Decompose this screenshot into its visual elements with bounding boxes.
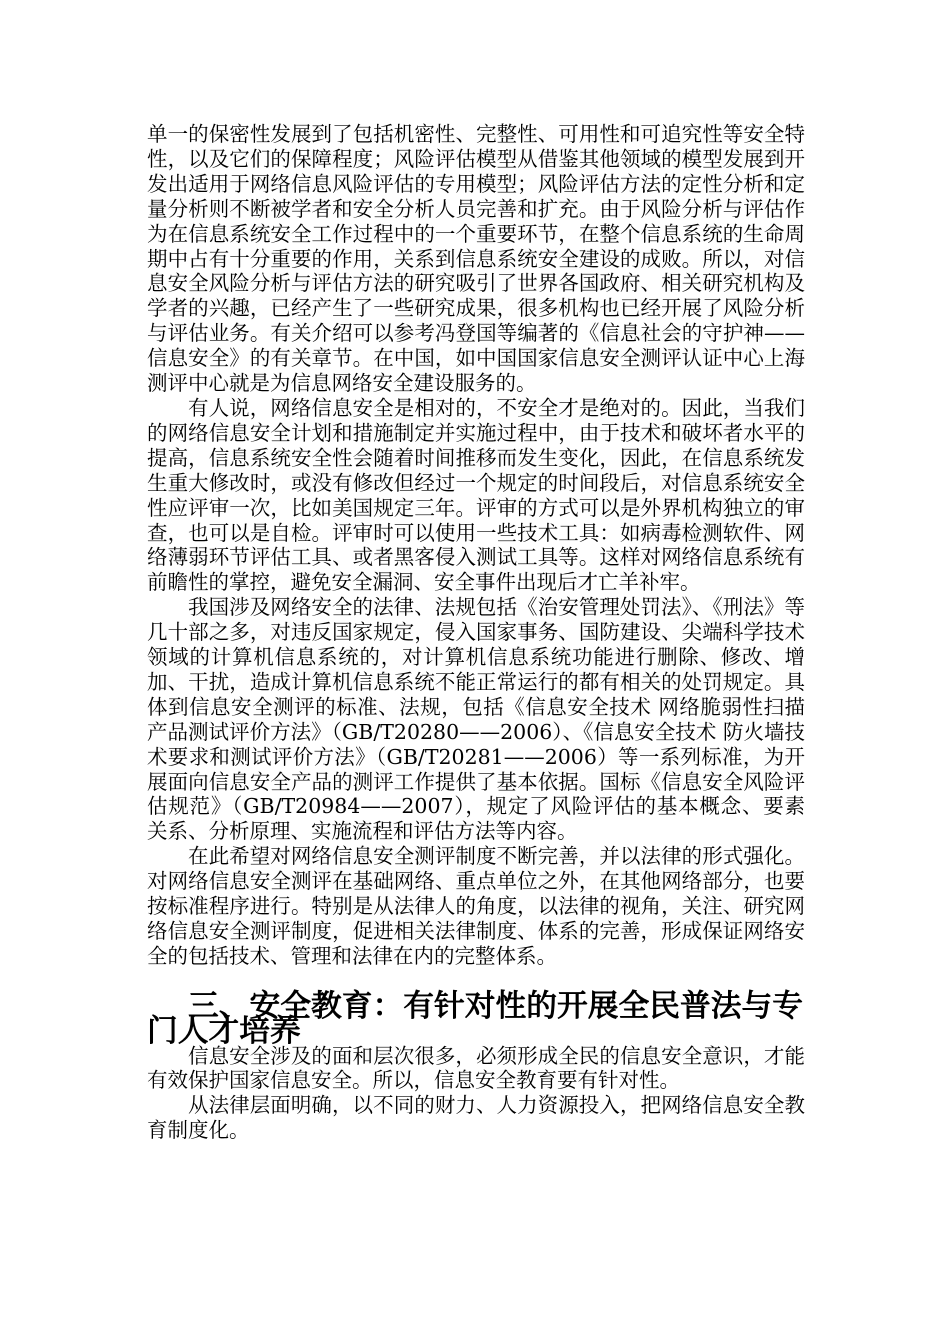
document-page xyxy=(147,122,805,1143)
body-paragraph-continued: 单一的保密性发展到了包括机密性、完整性、可用性和可追究性等安全特性，以及它们的保障程度；风险评估模型从借鉴其他领域的模型发展到开发出适用于网络信息风险评估的专用模型；风险评估方法的定性分析和定量分析则不断被学者和安全分析人员完善和扩充。由于风险分析与评估作为在信息系统安全工作过程中的一个重要环节，在整个信息系统的生命周期中占有十分重要的作用，关系到信息系统安全建设的成败。所以，对信息安全风险分析与评估方法的研究吸引了世界各国政府、相关研究机构及学者的兴趣，已经产生了一些研究成果，很多机构也已经开展了风险分析与评估业务。有关介绍可以参考冯登国等编著的《信息社会的守护神——信息安全》的有关章节。在中国，如中国国家信息安全测评认证中心上海测评中心就是为信息网络安全建设服务的。 xyxy=(147,122,805,396)
body-paragraph: 有人说，网络信息安全是相对的，不安全才是绝对的。因此，当我们的网络信息安全计划和措施制定并实施过程中，由于技术和破坏者水平的提高，信息系统安全性会随着时间推移而发生变化，因此，在信息系统发生重大修改时，或没有修改但经过一个规定的时间段后，对信息系统安全性应评审一次，比如美国规定三年。评审的方式可以是外界机构独立的审查，也可以是自检。评审时可以使用一些技术工具：如病毒检测软件、网络薄弱环节评估工具、或者黑客侵入测试工具等。这样对网络信息系统有前瞻性的掌控，避免安全漏洞、安全事件出现后才亡羊补牢。 xyxy=(147,395,805,595)
section-heading: 三、安全教育：有针对性的开展全民普法与专门人才培养 xyxy=(147,987,804,1049)
body-paragraph: 我国涉及网络安全的法律、法规包括《治安管理处罚法》、《刑法》等几十部之多，对违反国家规定，侵入国家事务、国防建设、尖端科学技术领域的计算机信息系统的，对计算机信息系统功能进行删除、修改、增加、干扰，造成计算机信息系统不能正常运行的都有相关的处罚规定。具体到信息安全测评的标准、法规，包括《信息安全技术 网络脆弱性扫描产品测试评价方法》（GB/T20280——2006）、《信息安全技术 防火墙技术要求和测试评价方法》（GB/T20281——2006）等一系列标准，为开展面向信息安全产品的测评工作提供了基本依据。国标《信息安全风险评估规范》（GB/T20984——2007），规定了风险评估的基本概念、要素关系、分析原理、实施流程和评估方法等内容。 xyxy=(147,595,805,844)
body-paragraph: 从法律层面明确，以不同的财力、人力资源投入，把网络信息安全教育制度化。 xyxy=(147,1093,805,1143)
body-paragraph: 在此希望对网络信息安全测评制度不断完善，并以法律的形式强化。对网络信息安全测评在基础网络、重点单位之外，在其他网络部分，也要按标准程序进行。特别是从法律人的角度，以法律的视角，关注、研究网络信息安全测评制度，促进相关法律制度、体系的完善，形成保证网络安全的包括技术、管理和法律在内的完整体系。 xyxy=(147,844,805,968)
body-paragraph: 信息安全涉及的面和层次很多，必须形成全民的信息安全意识，才能有效保护国家信息安全。所以，信息安全教育要有针对性。 xyxy=(147,1043,805,1093)
